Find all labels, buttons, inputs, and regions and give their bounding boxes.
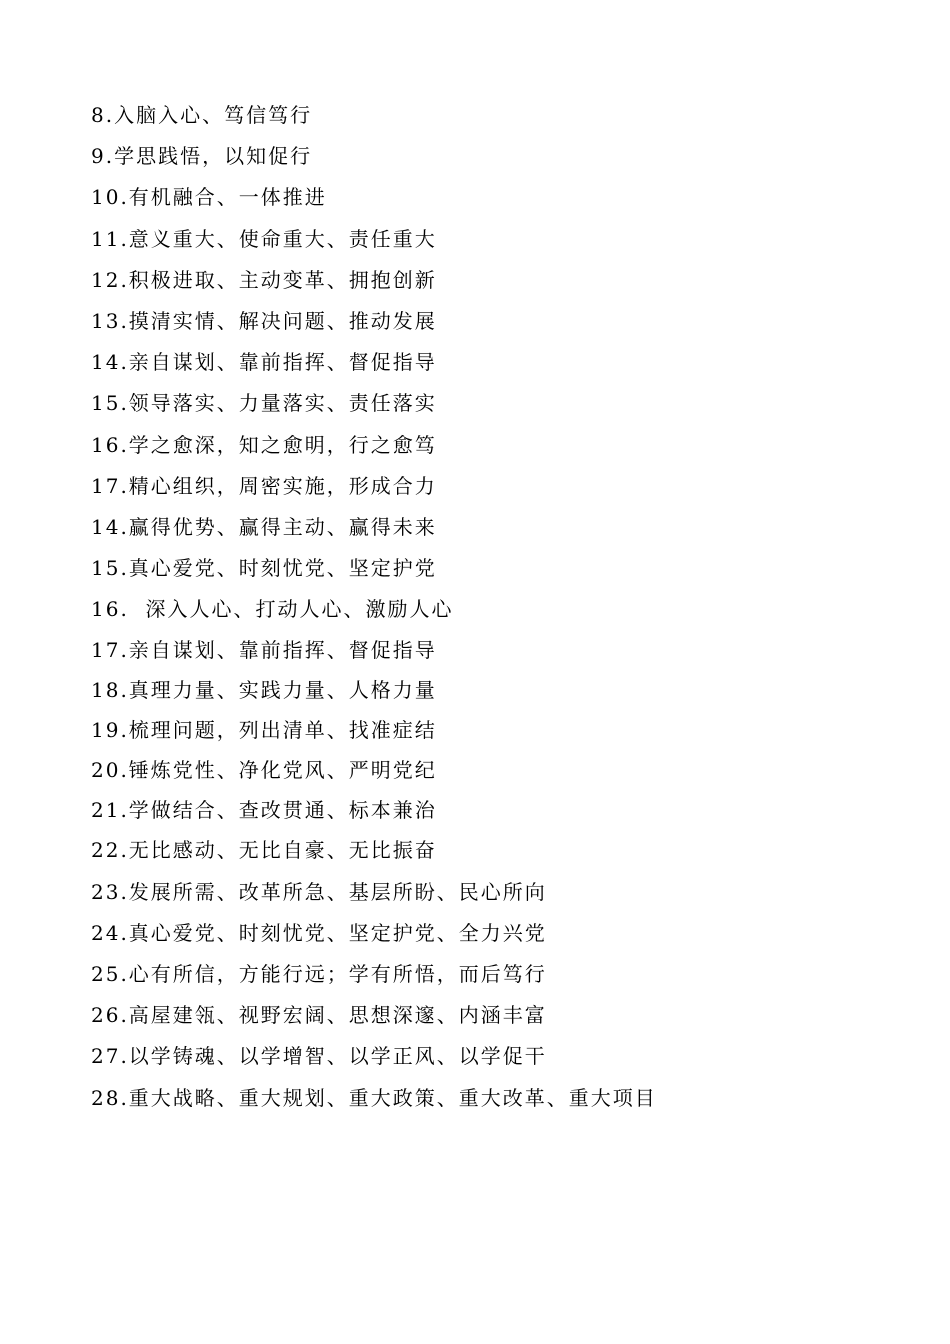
list-item: 22.无比感动、无比自豪、无比振奋 [91, 838, 437, 863]
list-item: 21.学做结合、查改贯通、标本兼治 [91, 798, 437, 823]
list-item: 14.亲自谋划、靠前指挥、督促指导 [91, 350, 437, 375]
list-item: 27.以学铸魂、以学增智、以学正风、以学促干 [91, 1044, 547, 1069]
phrase-list [91, 97, 657, 1121]
list-item: 17.亲自谋划、靠前指挥、督促指导 [91, 638, 437, 663]
list-item: 15.真心爱党、时刻忧党、坚定护党 [91, 556, 437, 581]
list-item: 9.学思践悟，以知促行 [91, 144, 313, 169]
list-item: 12.积极进取、主动变革、拥抱创新 [91, 267, 437, 292]
list-item: 20.锤炼党性、净化党风、严明党纪 [91, 758, 437, 783]
list-item: 15.领导落实、力量落实、责任落实 [91, 391, 437, 416]
list-item: 16.学之愈深，知之愈明，行之愈笃 [91, 432, 437, 457]
list-item: 26.高屋建瓴、视野宏阔、思想深邃、内涵丰富 [91, 1003, 547, 1028]
list-item: 10.有机融合、一体推进 [91, 185, 327, 210]
list-item: 8.入脑入心、笃信笃行 [91, 103, 313, 127]
list-item: 17.精心组织，周密实施，形成合力 [91, 473, 437, 498]
list-item: 14.赢得优势、赢得主动、赢得未来 [91, 514, 437, 539]
list-item: 24.真心爱党、时刻忧党、坚定护党、全力兴党 [91, 920, 547, 945]
list-item: 28.重大战略、重大规划、重大政策、重大改革、重大项目 [91, 1085, 657, 1110]
list-item: 23.发展所需、改革所急、基层所盼、民心所向 [91, 879, 547, 904]
list-item: 11.意义重大、使命重大、责任重大 [91, 226, 437, 251]
list-item: 25.心有所信，方能行远；学有所悟，而后笃行 [91, 962, 547, 986]
list-item: 13.摸清实情、解决问题、推动发展 [91, 308, 437, 333]
list-item: 16. 深入人心、打动人心、激励人心 [91, 597, 454, 622]
list-item: 18.真理力量、实践力量、人格力量 [91, 678, 437, 703]
list-item: 19.梳理问题，列出清单、找准症结 [91, 718, 437, 743]
